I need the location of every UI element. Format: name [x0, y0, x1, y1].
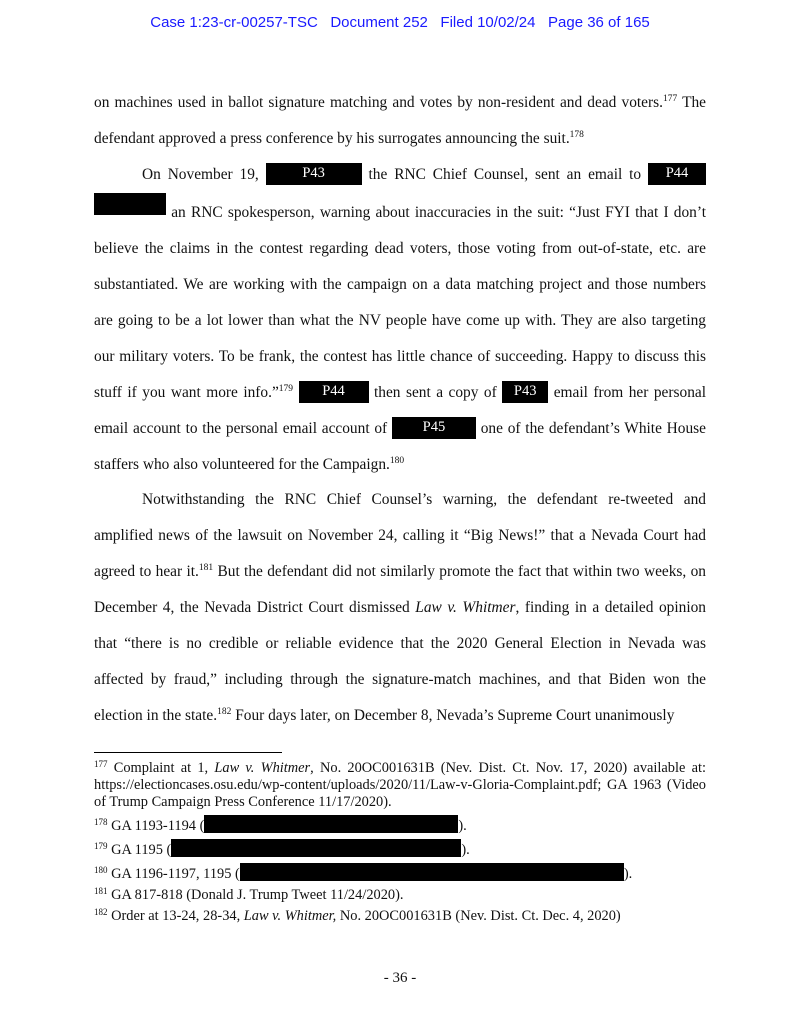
footnote-text: GA 1196-1197, 1195 ( [107, 866, 240, 882]
footnote-number: 179 [94, 841, 108, 851]
para2-text-1: On November 19, [142, 166, 266, 183]
footnote-text: GA 817-818 (Donald J. Trump Tweet 11/24/2020). [107, 887, 404, 903]
footnote-text: Order at 13-24, 28-34, [107, 908, 244, 924]
para2-text-6: one of the defendant’s White House staffers who also volunteered for the Campaign. [94, 420, 706, 473]
para1-text-1: on machines used in ballot signature matching and votes by non-resident and dead voters. [94, 94, 663, 111]
footnote-text: GA 1193-1194 ( [107, 818, 205, 834]
footnote-text: , No. 20OC001631B (Nev. Dist. Ct. Nov. 17, 2020) available at: https://electioncases.osu.edu/wp-content/uploads/2020/11/Law-v-Gloria-Complaint.pdf; GA 1963 (Video of Trump Campaign Press Conference 11/17/2020). [94, 760, 706, 810]
footnote-180 [94, 863, 706, 883]
footnote-text: ). [458, 818, 467, 834]
para2-text-2: the RNC Chief Counsel, sent an email to [361, 166, 648, 183]
footnote-number: 177 [94, 759, 108, 769]
para3-text-2: But the defendant did not similarly promote the fact that within two weeks, on December 4, the Nevada District Court dismissed [94, 563, 706, 616]
para2-text-4: then sent a copy of [368, 384, 503, 401]
footnote-number: 182 [94, 907, 108, 917]
paragraph-3 [94, 482, 706, 734]
redaction-p44-second: P44 [299, 381, 369, 403]
para3-text-1: Notwithstanding the RNC Chief Counsel’s warning, the defendant re-tweeted and amplified news of the lawsuit on November 24, calling it “Big News!” that a Nevada Court had agreed to hear it. [94, 491, 706, 580]
footnotes [94, 760, 706, 929]
redaction-p43-second: P43 [502, 381, 548, 403]
footnote-ref-179: 179 [278, 384, 294, 394]
filed-date: Filed 10/02/24 [440, 14, 536, 31]
footnote-178 [94, 815, 706, 835]
redaction-block [240, 863, 624, 881]
footnote-text: ). [461, 842, 470, 858]
document-number: Document 252 [330, 14, 428, 31]
case-name-italic: Law v. Whitmer [415, 599, 516, 616]
page-number: - 36 - [383, 970, 417, 986]
footnote-number: 178 [94, 817, 108, 827]
footnote-177 [94, 760, 706, 811]
para3-text-3: , finding in a detailed opinion that “there is no credible or reliable evidence that the 2020 General Election in Nevada was affected by fraud,” including through the signature-match machines, and that Biden won the election in the state. [94, 599, 706, 724]
redaction-block [204, 815, 458, 833]
redaction-blank [94, 193, 166, 215]
footnote-181 [94, 887, 706, 904]
footnote-ref-177: 177 [662, 94, 678, 104]
para2-text-3: an RNC spokesperson, warning about inaccuracies in the suit: “Just FYI that I don’t believe the claims in the contest regarding dead voters, those voting from out-of-state, etc. are substantiated. We are working with the campaign on a data matching project and those numbers are going to be a lot lower than what the NV people have come up with. They are also targeting our military voters. To be frank, the contest has little chance of succeeding. Happy to discuss this stuff if you want more info.” [94, 204, 706, 401]
redaction-p43: P43 [266, 163, 362, 185]
page-count: Page 36 of 165 [548, 14, 650, 31]
paragraph-2 [94, 157, 706, 483]
redaction-p45: P45 [392, 417, 476, 439]
case-number: Case 1:23-cr-00257-TSC [150, 14, 318, 31]
footnote-text: Complaint at 1, [107, 760, 215, 776]
footnote-ref-178: 178 [569, 130, 584, 140]
footnote-ref-182: 182 [217, 707, 232, 717]
paragraph-1 [94, 85, 706, 157]
footnote-number: 180 [94, 865, 108, 875]
footnote-ref-181: 181 [198, 563, 214, 573]
footnote-179 [94, 839, 706, 859]
footnote-divider [94, 752, 282, 753]
redaction-block [171, 839, 461, 857]
footnote-ref-180: 180 [389, 456, 405, 466]
footnote-text: ). [623, 866, 633, 882]
footnote-text: GA 1195 ( [107, 842, 172, 858]
redaction-p44: P44 [648, 163, 706, 185]
footnote-italic: Law v. Whitmer, [243, 908, 337, 924]
case-header [0, 14, 800, 31]
footnote-text: No. 20OC001631B (Nev. Dist. Ct. Dec. 4, 2020) [336, 908, 621, 924]
para2-text-5: email from her personal email account to the personal email account of [94, 384, 706, 437]
footnote-number: 181 [94, 886, 108, 896]
footnote-italic: Law v. Whitmer [214, 760, 311, 776]
footnote-182 [94, 908, 706, 925]
para1-text-2: The defendant approved a press conference by his surrogates announcing the suit. [94, 94, 707, 147]
para3-text-4: Four days later, on December 8, Nevada’s Supreme Court unanimously [231, 707, 675, 724]
